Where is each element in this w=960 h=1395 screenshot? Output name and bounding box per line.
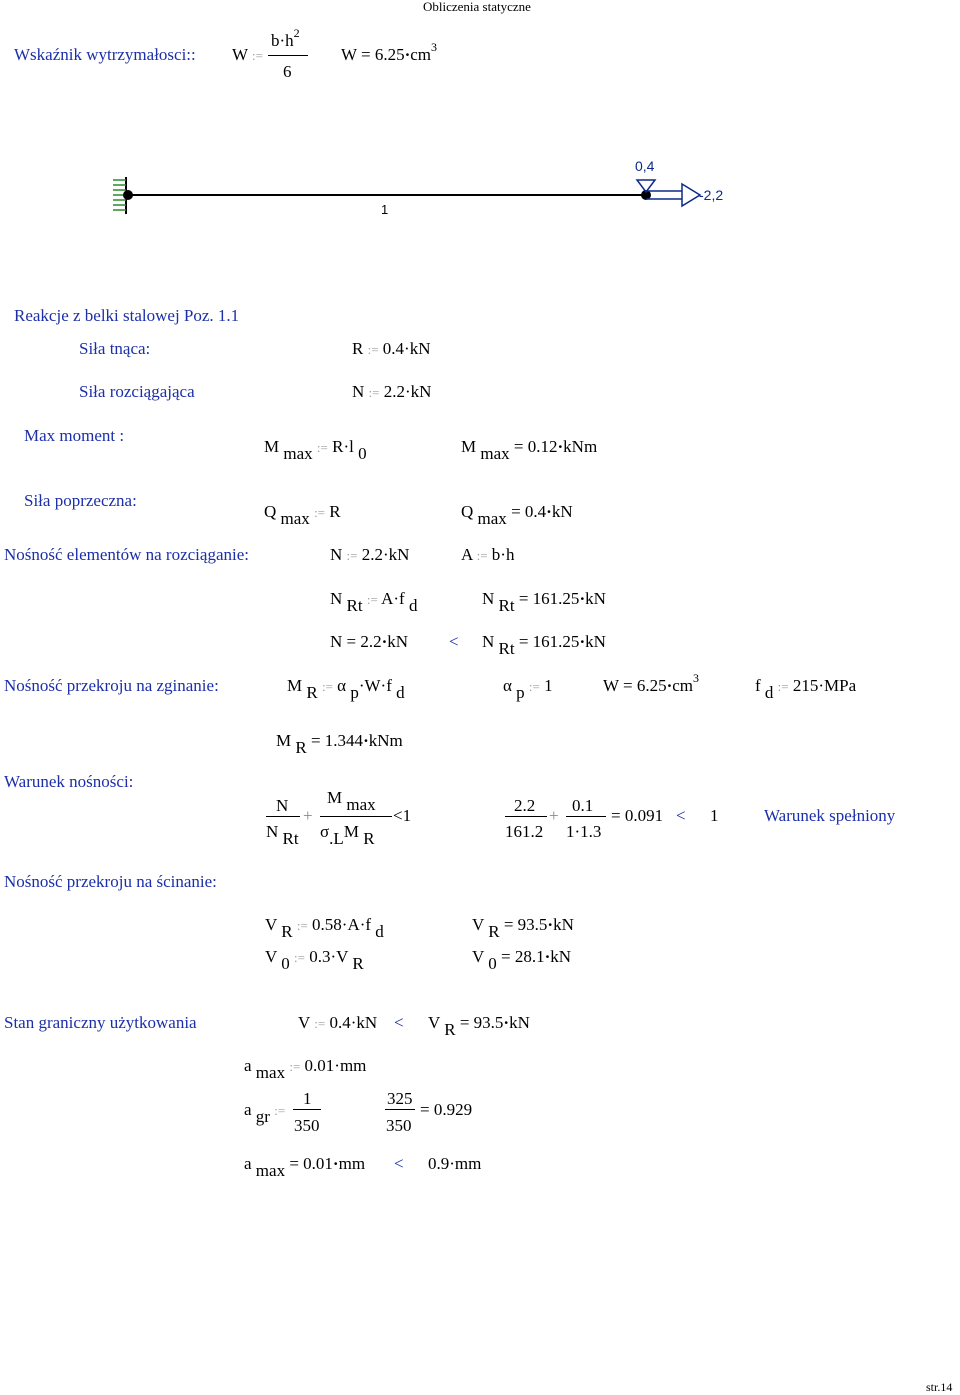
shear-v0-result: V 0 = 28.1·kN bbox=[472, 947, 572, 973]
page-number: str.14 bbox=[926, 1380, 953, 1394]
check-compare-one: 1 bbox=[710, 806, 719, 825]
node-left bbox=[123, 190, 133, 200]
check-inequality: <1 bbox=[393, 806, 412, 825]
tension-compare-sign: < bbox=[449, 632, 459, 651]
serviceability-agr-lhs: a gr := bbox=[244, 1100, 286, 1126]
tension-nrt-equation: N Rt := A·f d bbox=[330, 589, 418, 615]
check-result-value: = 0.091 bbox=[611, 806, 664, 825]
serviceability-agr-line2 bbox=[385, 1109, 415, 1110]
serviceability-agr-den1: 350 bbox=[294, 1116, 320, 1135]
check-fraction1-denominator: N Rt bbox=[266, 822, 299, 848]
check-value2-denominator: 1·1.3 bbox=[566, 822, 602, 841]
transverse-force-label: Siła poprzeczna: bbox=[24, 491, 137, 510]
bending-w-value: $W = 6.25\cdot cm^3$ bbox=[603, 671, 700, 695]
horizontal-load-value: -2,2 bbox=[699, 187, 724, 203]
shear-capacity-label: Nośność przekroju na ścinanie: bbox=[4, 872, 217, 891]
max-moment-label: Max moment : bbox=[24, 426, 125, 445]
vertical-load-value: 0,4 bbox=[635, 158, 655, 174]
serviceability-vr-value: V R = 93.5·kN bbox=[428, 1013, 530, 1039]
check-plus2: + bbox=[549, 806, 559, 825]
serviceability-label: Stan graniczny użytkowania bbox=[4, 1013, 197, 1032]
serviceability-amax-compare-lhs: a max = 0.01·mm bbox=[244, 1154, 366, 1180]
check-result-status: Warunek spełniony bbox=[764, 806, 896, 825]
tension-force-label: Siła rozciągająca bbox=[79, 382, 195, 401]
horizontal-load-arrow-icon bbox=[646, 184, 700, 206]
serviceability-amax-compare-sign: < bbox=[394, 1154, 404, 1173]
check-value1-denominator: 161.2 bbox=[505, 822, 544, 841]
tension-compare-rhs: N Rt = 161.25·kN bbox=[482, 632, 606, 658]
tension-nrt-result: N Rt = 161.25·kN bbox=[482, 589, 606, 615]
section-modulus-numerator: $b\cdot h^2$ bbox=[271, 26, 300, 50]
shear-force-label: Siła tnąca: bbox=[79, 339, 151, 358]
tension-force-equation: N := 2.2·kN bbox=[352, 382, 432, 401]
beam-diagram bbox=[0, 0, 960, 260]
serviceability-v-equation: V := 0.4·kN bbox=[298, 1013, 378, 1032]
shear-force-equation: R := 0.4·kN bbox=[352, 339, 431, 358]
serviceability-agr-den2: 350 bbox=[386, 1116, 412, 1135]
serviceability-compare-sign: < bbox=[394, 1013, 404, 1032]
shear-v0-equation: V 0 := 0.3·V R bbox=[265, 947, 364, 973]
check-compare-sign: < bbox=[676, 806, 686, 825]
shear-vr-equation: V R := 0.58·A·f d bbox=[265, 915, 384, 941]
check-value2-line bbox=[566, 816, 606, 817]
section-modulus-label: Wskaźnik wytrzymałosci:: bbox=[14, 45, 196, 64]
check-fraction1-numerator: N bbox=[276, 796, 289, 815]
tension-n-equation: N := 2.2·kN bbox=[330, 545, 410, 564]
serviceability-agr-num2: 325 bbox=[387, 1089, 413, 1108]
bending-alpha-equation: α p := 1 bbox=[503, 676, 553, 702]
serviceability-agr-result: = 0.929 bbox=[420, 1100, 473, 1119]
bending-fd-equation: f d := 215·MPa bbox=[755, 676, 857, 702]
transverse-force-result: Q max = 0.4·kN bbox=[461, 502, 573, 528]
check-value2-numerator: 0.1 bbox=[572, 796, 594, 815]
capacity-check-label: Warunek nośności: bbox=[4, 772, 134, 791]
check-fraction2-numerator: M max bbox=[327, 788, 376, 814]
page-header-title: Obliczenia statyczne bbox=[423, 0, 531, 14]
transverse-force-equation: Q max := R bbox=[264, 502, 341, 528]
beam-element-label: 1 bbox=[381, 202, 389, 217]
check-fraction2-denominator: σ.LM R bbox=[320, 822, 375, 848]
tension-capacity-label: Nośność elementów na rozciąganie: bbox=[4, 545, 249, 564]
bending-capacity-label: Nośność przekroju na zginanie: bbox=[4, 676, 219, 695]
bending-mr-equation: M R := α p·W·f d bbox=[287, 676, 405, 702]
check-value1-line bbox=[505, 816, 547, 817]
section-modulus-lhs: W := bbox=[232, 45, 263, 64]
check-fraction2-line bbox=[320, 816, 392, 817]
max-moment-equation: M max := R·l 0 bbox=[264, 437, 367, 463]
bending-mr-result: M R = 1.344·kNm bbox=[276, 731, 403, 757]
shear-vr-result: V R = 93.5·kN bbox=[472, 915, 574, 941]
tension-area-equation: A := b·h bbox=[461, 545, 515, 564]
serviceability-agr-num1: 1 bbox=[303, 1089, 312, 1108]
serviceability-agr-line1 bbox=[293, 1109, 321, 1110]
check-value1-numerator: 2.2 bbox=[514, 796, 536, 815]
reactions-title: Reakcje z belki stalowej Poz. 1.1 bbox=[14, 306, 240, 325]
check-plus1: + bbox=[303, 806, 313, 825]
serviceability-amax-equation: a max := 0.01·mm bbox=[244, 1056, 367, 1082]
section-modulus-result: $W = 6.25\cdot cm^3$ bbox=[341, 40, 438, 64]
tension-compare-lhs: N = 2.2·kN bbox=[330, 632, 409, 651]
max-moment-result: M max = 0.12·kNm bbox=[461, 437, 598, 463]
check-fraction1-line bbox=[266, 816, 300, 817]
section-modulus-denominator: 6 bbox=[283, 62, 292, 81]
serviceability-amax-compare-rhs: 0.9·mm bbox=[428, 1154, 482, 1173]
